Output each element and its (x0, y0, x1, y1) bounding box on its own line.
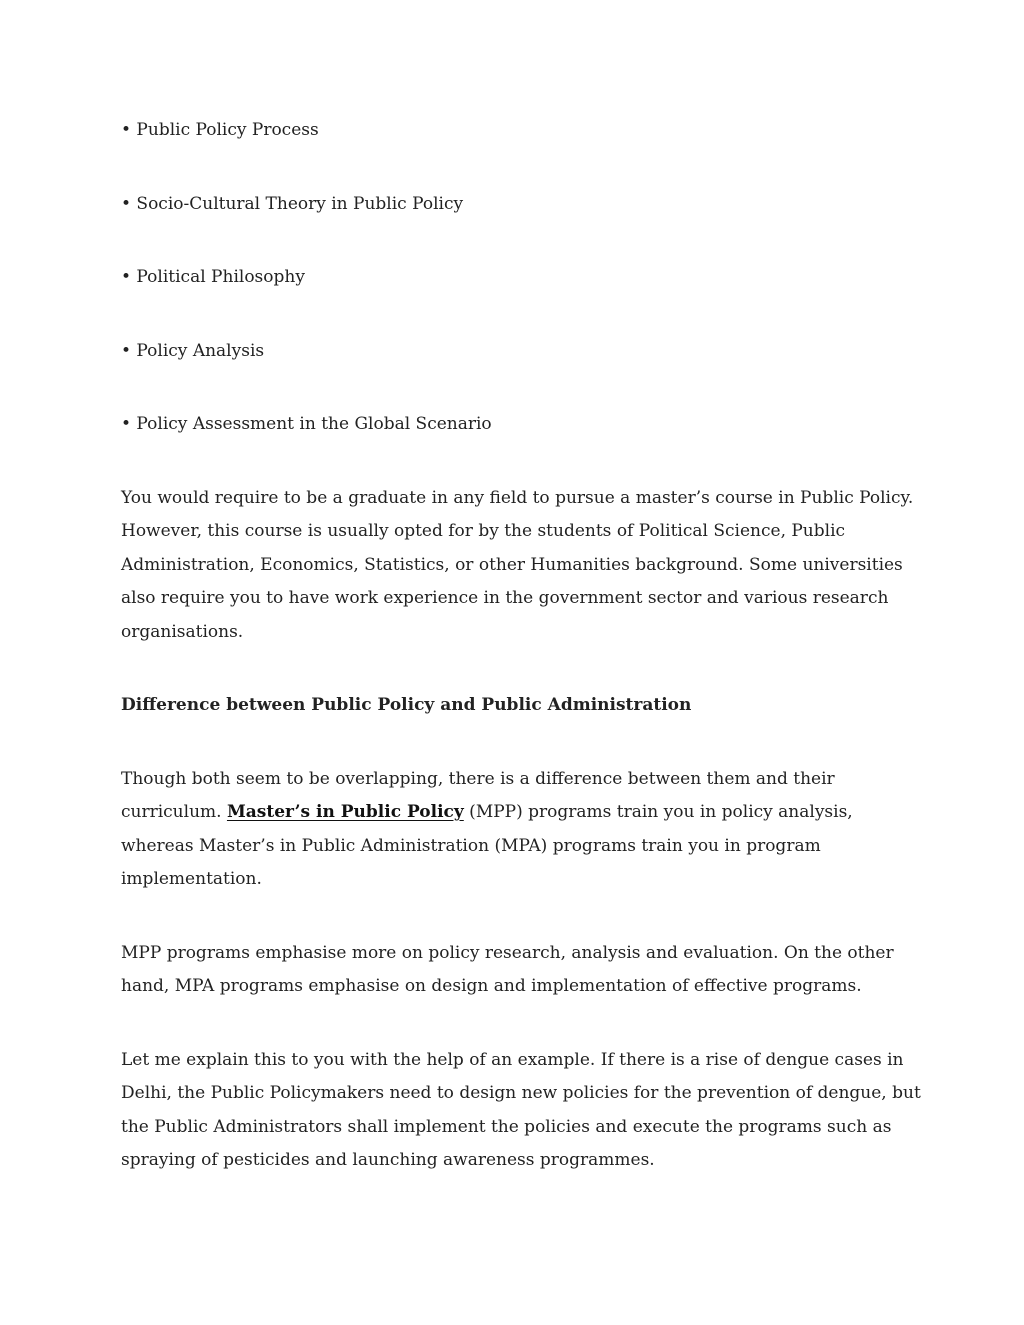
document-page (121, 114, 921, 1218)
course-subjects-list (121, 114, 921, 441)
overlap-paragraph (121, 763, 921, 897)
masters-public-policy-link[interactable]: Master’s in Public Policy (226, 802, 464, 822)
list-item: • Political Philosophy (121, 267, 305, 287)
requirements-paragraph: You would require to be a graduate in any field to pursue a master’s course in Public Policy. However, this course is usually opted for by the students of Political Science, Public Administration, Economics, Statistics, or other Humanities background. Some universities also require you to have work experience in the government sector and various research organisations. (121, 487, 914, 642)
list-item: • Policy Assessment in the Global Scenario (121, 414, 492, 434)
list-item: • Public Policy Process (121, 120, 319, 140)
section-heading: Difference between Public Policy and Public Administration (121, 695, 692, 715)
overlap-intro-text: Though both seem to be overlapping, there is a difference between them and their curriculum. (121, 768, 835, 822)
overlap-rest-text: (MPP) programs train you in policy analysis, whereas Master’s in Public Administration (MPA) programs train you in program implementation. (121, 802, 853, 889)
list-item: • Socio-Cultural Theory in Public Policy (121, 193, 464, 214)
emphasis-paragraph: MPP programs emphasise more on policy research, analysis and evaluation. On the other hand, MPA programs emphasise on design and implementation of effective programs. (121, 942, 894, 996)
list-item: • Policy Analysis (121, 340, 265, 361)
example-paragraph: Let me explain this to you with the help of an example. If there is a rise of dengue cases in Delhi, the Public Policymakers need to design new policies for the prevention of dengue, but the Public Administrators shall implement the policies and execute the programs such as spraying of pesticides and launching awareness programmes. (121, 1049, 921, 1170)
